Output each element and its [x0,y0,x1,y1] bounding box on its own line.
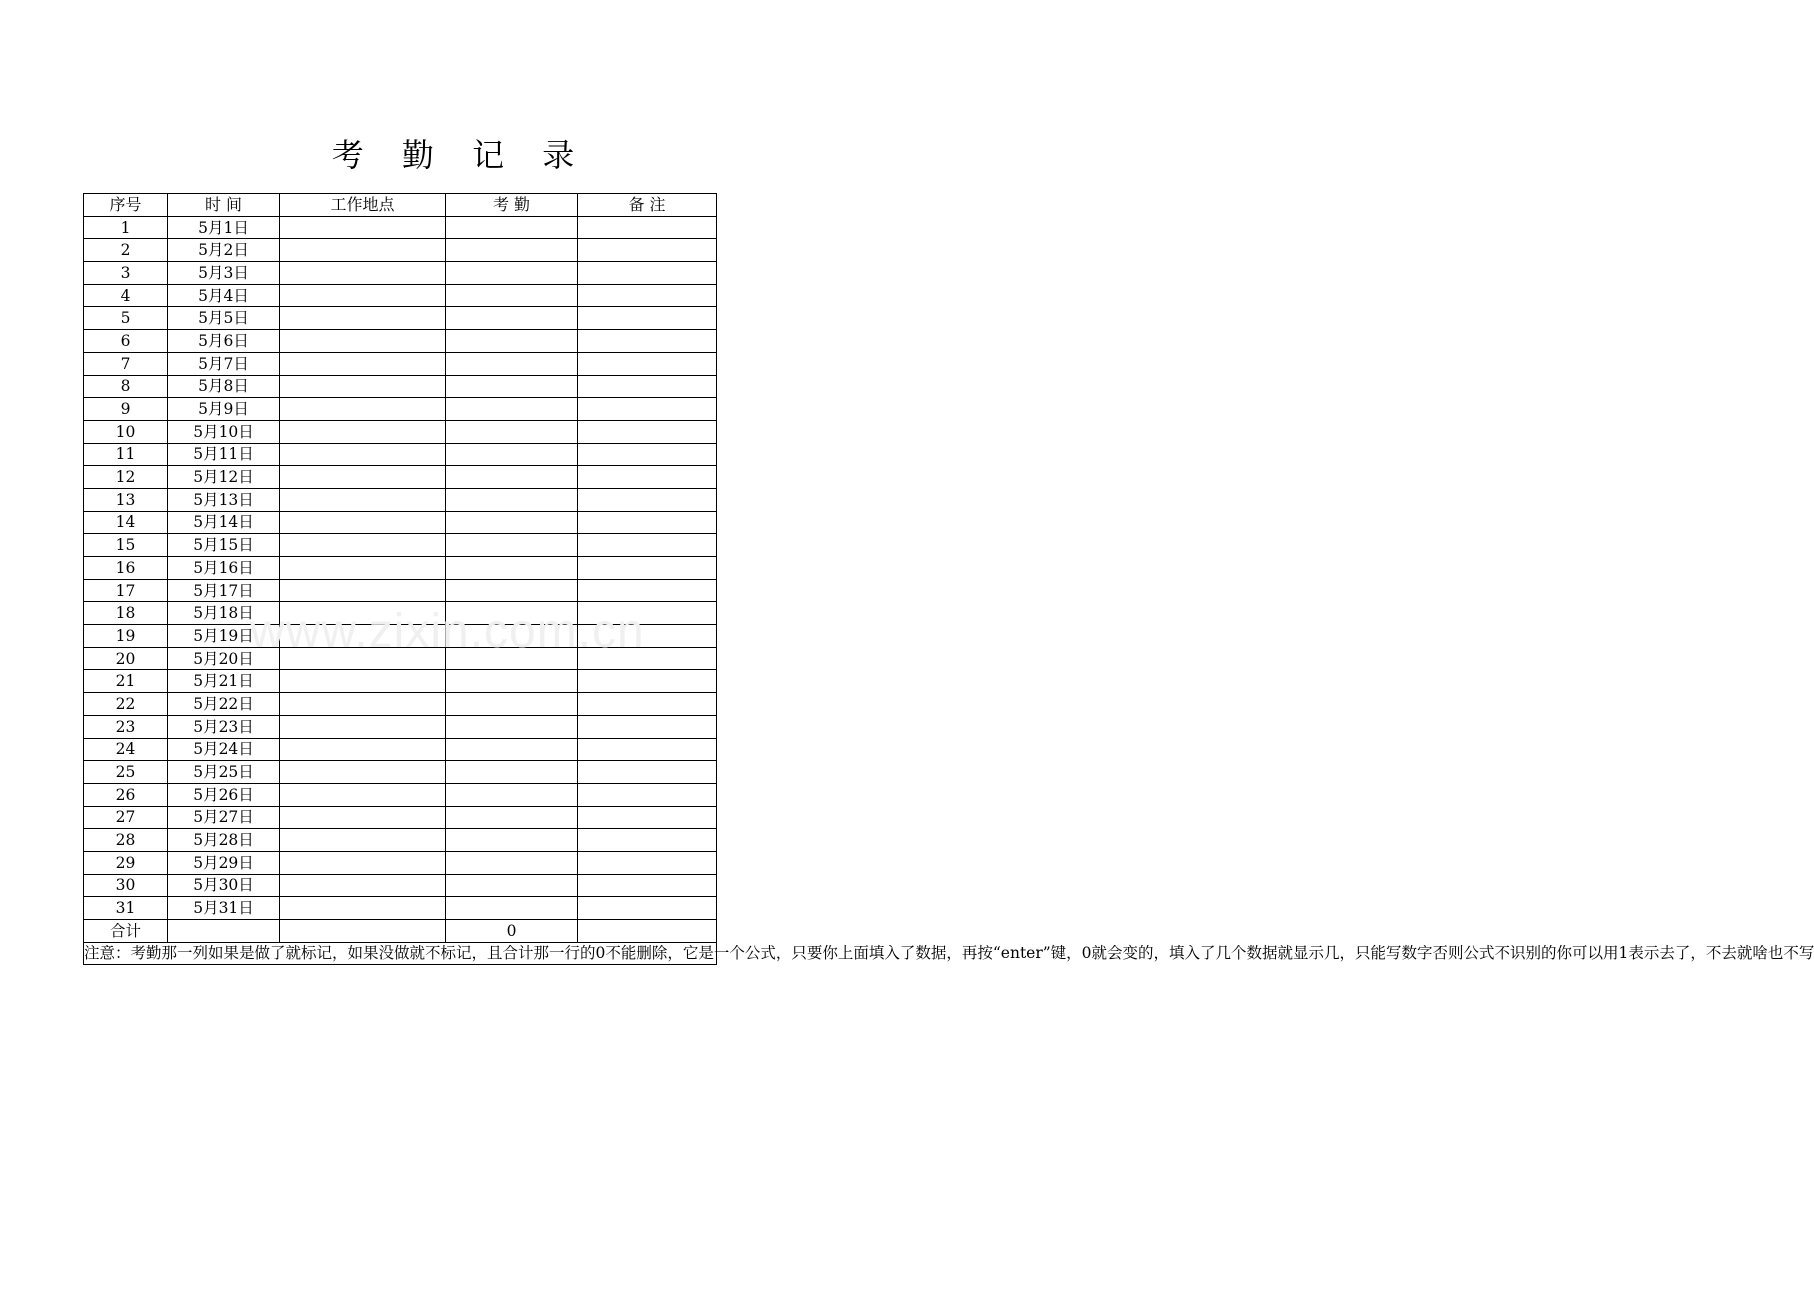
table-row [84,625,717,648]
row-location-cell[interactable] [280,579,446,602]
row-location-cell[interactable] [280,534,446,557]
row-location-cell[interactable] [280,466,446,489]
row-remarks-cell[interactable] [578,761,717,784]
row-location-cell[interactable] [280,715,446,738]
table-row [84,284,717,307]
row-date: 5月27日 [168,806,280,829]
row-attendance-cell[interactable] [446,262,578,285]
row-date: 5月5日 [168,307,280,330]
total-row [84,920,717,943]
row-location-cell[interactable] [280,420,446,443]
row-date: 5月22日 [168,693,280,716]
row-date: 5月1日 [168,216,280,239]
row-attendance-cell[interactable] [446,806,578,829]
row-no: 1 [84,216,168,239]
row-date: 5月4日 [168,284,280,307]
row-no: 13 [84,488,168,511]
table-row [84,375,717,398]
row-attendance-cell[interactable] [446,625,578,648]
table-row [84,783,717,806]
row-remarks-cell[interactable] [578,284,717,307]
row-location-cell[interactable] [280,602,446,625]
row-remarks-cell[interactable] [578,579,717,602]
note-row [84,942,717,965]
header-no: 序号 [84,194,168,217]
row-no: 3 [84,262,168,285]
row-attendance-cell[interactable] [446,715,578,738]
table-row [84,761,717,784]
row-attendance-cell[interactable] [446,897,578,920]
row-location-cell[interactable] [280,625,446,648]
table-row [84,443,717,466]
header-attendance: 考 勤 [446,194,578,217]
row-no: 12 [84,466,168,489]
watermark: www.zixin.com.cn [250,605,645,658]
row-location-cell[interactable] [280,783,446,806]
table-row [84,715,717,738]
row-date: 5月31日 [168,897,280,920]
row-attendance-cell[interactable] [446,579,578,602]
table-row [84,352,717,375]
row-location-cell[interactable] [280,488,446,511]
row-date: 5月3日 [168,262,280,285]
table-row [84,579,717,602]
table-row [84,534,717,557]
header-location: 工作地点 [280,194,446,217]
row-remarks-cell[interactable] [578,602,717,625]
row-no: 19 [84,625,168,648]
row-remarks-cell[interactable] [578,488,717,511]
row-remarks-cell[interactable] [578,557,717,580]
header-row [84,194,717,217]
row-date: 5月16日 [168,557,280,580]
row-attendance-cell[interactable] [446,602,578,625]
row-date: 5月30日 [168,874,280,897]
row-location-cell[interactable] [280,330,446,353]
row-no: 27 [84,806,168,829]
row-remarks-cell[interactable] [578,851,717,874]
note-text: 注意：考勤那一列如果是做了就标记，如果没做就不标记，且合计那一行的0不能删除，它是一个公式，只要你上面填入了数据，再按“enter”键，0就会变的，填入了几个数据就显示几，只能写数字否则公式不识别的你可以用1表示去了，不去就啥也不写 [84,942,717,965]
table-row [84,647,717,670]
row-no: 22 [84,693,168,716]
row-remarks-cell[interactable] [578,511,717,534]
row-attendance-cell[interactable] [446,829,578,852]
row-location-cell[interactable] [280,738,446,761]
table-row [84,670,717,693]
row-location-cell[interactable] [280,829,446,852]
row-attendance-cell[interactable] [446,761,578,784]
row-attendance-cell[interactable] [446,783,578,806]
table-row [84,851,717,874]
row-attendance-cell[interactable] [446,239,578,262]
row-date: 5月7日 [168,352,280,375]
row-remarks-cell[interactable] [578,806,717,829]
page-title: 考 勤 记 录 [331,136,589,174]
row-attendance-cell[interactable] [446,693,578,716]
row-no: 26 [84,783,168,806]
row-attendance-cell[interactable] [446,738,578,761]
row-date: 5月9日 [168,398,280,421]
table-row [84,738,717,761]
row-remarks-cell[interactable] [578,874,717,897]
row-location-cell[interactable] [280,398,446,421]
table-row [84,897,717,920]
row-attendance-cell[interactable] [446,874,578,897]
row-location-cell[interactable] [280,874,446,897]
row-no: 6 [84,330,168,353]
header-date: 时 间 [168,194,280,217]
row-date: 5月28日 [168,829,280,852]
row-remarks-cell[interactable] [578,829,717,852]
row-remarks-cell[interactable] [578,398,717,421]
row-remarks-cell[interactable] [578,783,717,806]
row-no: 24 [84,738,168,761]
row-date: 5月6日 [168,330,280,353]
total-label: 合计 [84,920,168,943]
total-date-cell[interactable] [168,920,280,943]
table-row [84,829,717,852]
row-remarks-cell[interactable] [578,352,717,375]
row-attendance-cell[interactable] [446,851,578,874]
row-date: 5月10日 [168,420,280,443]
row-no: 18 [84,602,168,625]
total-location-cell[interactable] [280,920,446,943]
row-location-cell[interactable] [280,851,446,874]
row-attendance-cell[interactable] [446,647,578,670]
row-no: 5 [84,307,168,330]
row-location-cell[interactable] [280,216,446,239]
table-row [84,420,717,443]
row-remarks-cell[interactable] [578,897,717,920]
table-row [84,466,717,489]
table-row [84,216,717,239]
row-remarks-cell[interactable] [578,693,717,716]
row-location-cell[interactable] [280,307,446,330]
row-remarks-cell[interactable] [578,307,717,330]
row-attendance-cell[interactable] [446,352,578,375]
row-date: 5月11日 [168,443,280,466]
row-no: 7 [84,352,168,375]
row-location-cell[interactable] [280,284,446,307]
row-remarks-cell[interactable] [578,239,717,262]
row-location-cell[interactable] [280,262,446,285]
table-row [84,239,717,262]
table-row [84,262,717,285]
row-attendance-cell[interactable] [446,557,578,580]
row-attendance-cell[interactable] [446,420,578,443]
table-body [84,216,717,919]
row-date: 5月17日 [168,579,280,602]
row-date: 5月23日 [168,715,280,738]
row-attendance-cell[interactable] [446,307,578,330]
table-row [84,511,717,534]
row-remarks-cell[interactable] [578,738,717,761]
row-date: 5月13日 [168,488,280,511]
row-no: 23 [84,715,168,738]
row-attendance-cell[interactable] [446,670,578,693]
table-row [84,602,717,625]
row-no: 9 [84,398,168,421]
row-location-cell[interactable] [280,647,446,670]
row-date: 5月15日 [168,534,280,557]
row-no: 17 [84,579,168,602]
row-no: 25 [84,761,168,784]
row-no: 31 [84,897,168,920]
row-attendance-cell[interactable] [446,511,578,534]
table-row [84,806,717,829]
table-row [84,307,717,330]
row-no: 10 [84,420,168,443]
row-remarks-cell[interactable] [578,420,717,443]
row-no: 2 [84,239,168,262]
row-location-cell[interactable] [280,443,446,466]
row-no: 14 [84,511,168,534]
row-location-cell[interactable] [280,670,446,693]
row-attendance-cell[interactable] [446,216,578,239]
row-no: 29 [84,851,168,874]
table-row [84,557,717,580]
table-row [84,398,717,421]
row-remarks-cell[interactable] [578,262,717,285]
row-date: 5月25日 [168,761,280,784]
row-attendance-cell[interactable] [446,443,578,466]
row-remarks-cell[interactable] [578,670,717,693]
row-remarks-cell[interactable] [578,330,717,353]
row-date: 5月29日 [168,851,280,874]
header-remarks: 备 注 [578,194,717,217]
row-date: 5月8日 [168,375,280,398]
row-date: 5月18日 [168,602,280,625]
table-row [84,874,717,897]
row-location-cell[interactable] [280,511,446,534]
row-remarks-cell[interactable] [578,715,717,738]
row-date: 5月2日 [168,239,280,262]
row-no: 21 [84,670,168,693]
total-attendance-value[interactable]: 0 [446,920,578,943]
row-attendance-cell[interactable] [446,330,578,353]
row-remarks-cell[interactable] [578,443,717,466]
row-remarks-cell[interactable] [578,375,717,398]
row-remarks-cell[interactable] [578,625,717,648]
table-row [84,488,717,511]
row-date: 5月26日 [168,783,280,806]
row-location-cell[interactable] [280,557,446,580]
row-attendance-cell[interactable] [446,534,578,557]
row-date: 5月19日 [168,625,280,648]
row-no: 4 [84,284,168,307]
attendance-table [83,193,1814,965]
row-date: 5月24日 [168,738,280,761]
row-location-cell[interactable] [280,806,446,829]
row-no: 11 [84,443,168,466]
row-date: 5月21日 [168,670,280,693]
row-date: 5月20日 [168,647,280,670]
row-attendance-cell[interactable] [446,466,578,489]
total-remarks-cell[interactable] [578,920,717,943]
table-row [84,330,717,353]
row-attendance-cell[interactable] [446,398,578,421]
row-date: 5月12日 [168,466,280,489]
row-remarks-cell[interactable] [578,534,717,557]
row-no: 28 [84,829,168,852]
row-location-cell[interactable] [280,693,446,716]
row-location-cell[interactable] [280,352,446,375]
table-row [84,693,717,716]
row-location-cell[interactable] [280,239,446,262]
row-remarks-cell[interactable] [578,216,717,239]
row-no: 30 [84,874,168,897]
row-no: 20 [84,647,168,670]
row-no: 15 [84,534,168,557]
row-remarks-cell[interactable] [578,466,717,489]
row-attendance-cell[interactable] [446,375,578,398]
row-location-cell[interactable] [280,375,446,398]
row-no: 8 [84,375,168,398]
row-remarks-cell[interactable] [578,647,717,670]
row-location-cell[interactable] [280,761,446,784]
row-attendance-cell[interactable] [446,284,578,307]
row-attendance-cell[interactable] [446,488,578,511]
row-no: 16 [84,557,168,580]
row-date: 5月14日 [168,511,280,534]
row-location-cell[interactable] [280,897,446,920]
